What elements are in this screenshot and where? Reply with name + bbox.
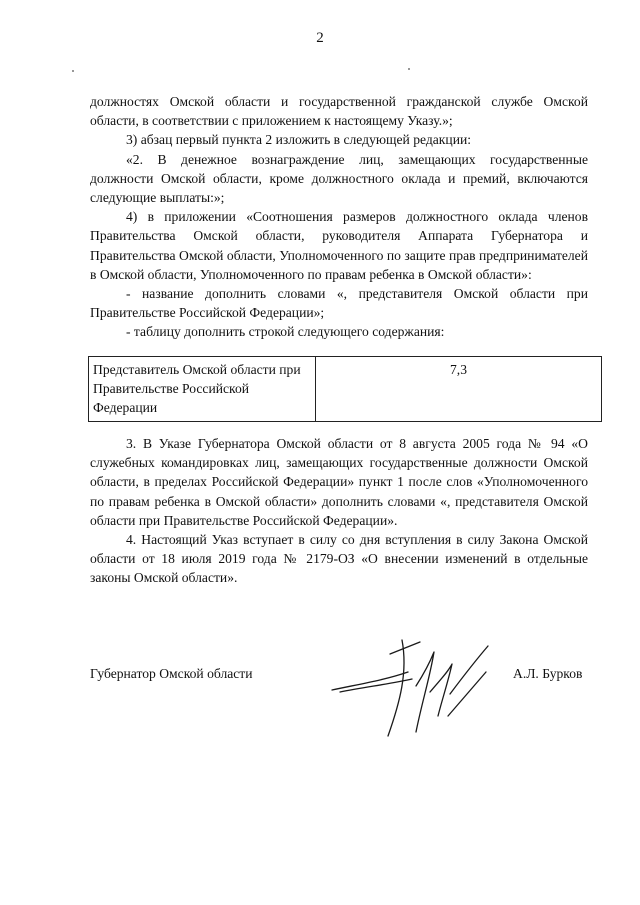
amendment-table (88, 356, 602, 422)
signatory-title: Губернатор Омской области (90, 666, 253, 681)
paragraph-title-addition: - название дополнить словами «, представителя Омской области при Правительстве Российской Федерации»; (90, 286, 588, 321)
scan-speck (72, 70, 74, 72)
document-body-continued (90, 434, 588, 588)
paragraph-continuation: должностях Омской области и государственной гражданской службе Омской области, в соответствии с приложением к настоящему Указу.»; (90, 94, 588, 129)
paragraph-quote: «2. В денежное вознаграждение лиц, замещающих государственные должности Омской области, кроме должностного оклада и премий, включаются следующие выплаты:»; (90, 151, 588, 206)
table-cell-ratio: 7,3 (316, 357, 602, 422)
paragraph-section-3: 3. В Указе Губернатора Омской области от 8 августа 2005 года № 94 «О служебных командировках лиц, замещающих государственные должности Омской области, в пределах Российской Федерации» пункт 1 после слов «Уполномоченного по правам ребенка в Омской области» дополнить словами «, представителя Омской области при Правительстве Российской Федерации». (90, 436, 588, 528)
handwritten-signature (330, 632, 500, 742)
paragraph-table-addition: - таблицу дополнить строкой следующего содержания: (126, 324, 445, 340)
signatory-name: А.Л. Бурков (513, 666, 583, 681)
paragraph-item-3: 3) абзац первый пункта 2 изложить в следующей редакции: (126, 132, 472, 148)
paragraph-item-4: 4) в приложении «Соотношения размеров должностного оклада членов Правительства Омской области, руководителя Аппарата Губернатора и Правительства Омской области, Уполномоченного по защите прав предпринимателей в Омской области, Уполномоченного по правам ребенка в Омской области»: (90, 209, 588, 282)
scan-speck (408, 68, 410, 70)
table-cell-position: Представитель Омской области при Правительстве Российской Федерации (89, 357, 316, 422)
document-body (90, 92, 588, 342)
page-number: 2 (316, 30, 324, 46)
table-row (89, 357, 602, 422)
paragraph-section-4: 4. Настоящий Указ вступает в силу со дня вступления в силу Закона Омской области от 18 июля 2019 года № 2179-ОЗ «О внесении изменений в отдельные законы Омской области». (90, 532, 588, 586)
